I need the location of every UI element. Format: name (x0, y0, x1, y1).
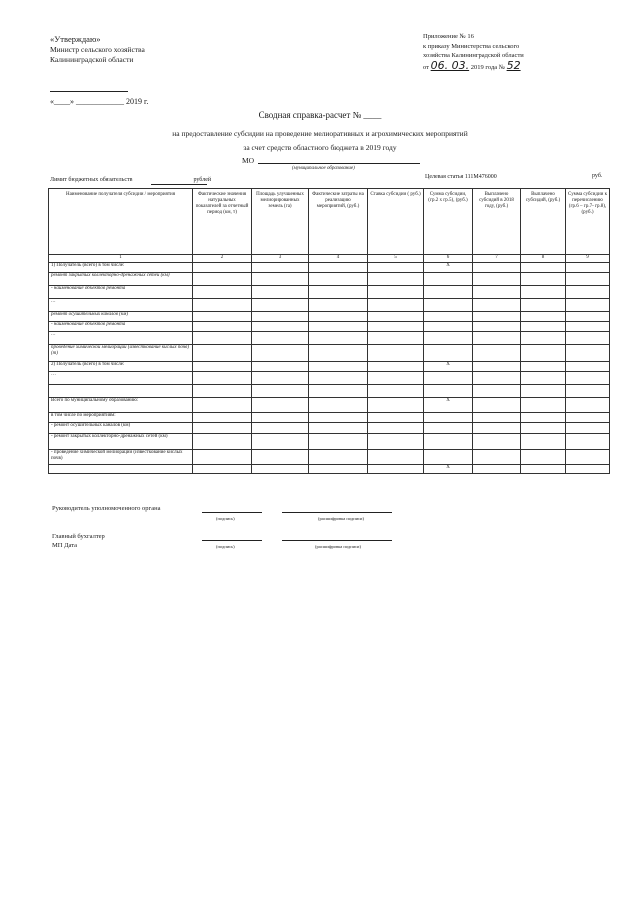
value-cell (521, 450, 566, 465)
table-row (49, 385, 610, 398)
value-cell (252, 312, 309, 322)
value-cell (566, 273, 610, 286)
value-cell (252, 465, 309, 474)
row-label: - ремонт закрытых коллекторно-дренажных сетей (км) (49, 434, 193, 450)
column-number: 9 (566, 255, 610, 263)
column-number: 2 (193, 255, 252, 263)
value-cell (309, 362, 368, 372)
value-cell (252, 273, 309, 286)
appendix-date-prefix: от (423, 63, 430, 71)
document-title: Сводная справка-расчет № ____ (258, 110, 382, 120)
value-cell (368, 385, 424, 398)
value-cell (193, 345, 252, 362)
rate-cell (424, 299, 473, 312)
value-cell (566, 413, 610, 423)
value-cell (566, 450, 610, 465)
value-cell (309, 413, 368, 423)
table-row (49, 312, 610, 322)
value-cell (252, 450, 309, 465)
value-cell (473, 450, 521, 465)
appendix-line2: к приказу Министерства сельского (423, 42, 520, 50)
table-row (49, 423, 610, 434)
column-number: 6 (424, 255, 473, 263)
value-cell (473, 322, 521, 332)
rate-cell (424, 273, 473, 286)
appendix-number-handwritten: 52 (506, 58, 521, 72)
column-header: Сумма субсидии, (гр.2 х гр.5), (руб.) (424, 189, 473, 255)
value-cell (193, 398, 252, 413)
rate-cell (424, 385, 473, 398)
rate-cell (424, 423, 473, 434)
value-cell (473, 312, 521, 322)
value-cell (566, 434, 610, 450)
value-cell (368, 273, 424, 286)
value-cell (309, 322, 368, 332)
row-label (49, 465, 193, 474)
accountant-decode-caption: (расшифровка подписи) (315, 544, 361, 549)
value-cell (521, 362, 566, 372)
value-cell (566, 398, 610, 413)
row-label: … (49, 299, 193, 312)
value-cell (252, 385, 309, 398)
table-row (49, 273, 610, 286)
value-cell (473, 372, 521, 385)
row-label: ремонт осушительных каналов (км) (49, 312, 193, 322)
column-number: 8 (521, 255, 566, 263)
row-label: 1) Получатель (всего) в том числе: (49, 263, 193, 273)
rate-cell: Х (424, 362, 473, 372)
document-subtitle-2: за счет средств областного бюджета в 2019 году (243, 143, 397, 152)
value-cell (309, 434, 368, 450)
value-cell (521, 263, 566, 273)
value-cell (521, 299, 566, 312)
value-cell (252, 362, 309, 372)
row-label: 2) Получатель (всего) в том числе: (49, 362, 193, 372)
value-cell (252, 413, 309, 423)
value-cell (252, 423, 309, 434)
limit-fill-line (151, 184, 207, 185)
value-cell (473, 332, 521, 345)
rate-cell (424, 345, 473, 362)
table-row (49, 398, 610, 413)
row-label: - проведение химической мелиорации (известкование кислых почв) (49, 450, 193, 465)
approval-signature-line (50, 91, 128, 92)
accountant-label: Главный бухгалтер (52, 533, 105, 540)
document-subtitle: на предоставление субсидии на проведение мелиоративных и агрохимических мероприятий (172, 129, 468, 138)
value-cell (252, 332, 309, 345)
value-cell (309, 299, 368, 312)
row-label: проведение химической мелиорации (известкование кислых почв) (т) (49, 345, 193, 362)
value-cell (193, 273, 252, 286)
stamp-label: МП Дата (52, 542, 78, 549)
value-cell (193, 450, 252, 465)
value-cell (252, 398, 309, 413)
column-header: Ставка субсидии ( руб.) (368, 189, 424, 255)
column-header: Сумма субсидии к перечислению (гр.6 – гр.7- гр.8), (руб.) (566, 189, 610, 255)
value-cell (473, 413, 521, 423)
value-cell (193, 299, 252, 312)
value-cell (566, 286, 610, 299)
value-cell (193, 423, 252, 434)
table-row (49, 322, 610, 332)
rate-cell: Х (424, 398, 473, 413)
value-cell (193, 362, 252, 372)
rate-cell (424, 286, 473, 299)
value-cell (309, 372, 368, 385)
row-label: ремонт закрытых коллекторно-дренажных сетей (км) (49, 273, 193, 286)
value-cell (193, 465, 252, 474)
value-cell (521, 465, 566, 474)
row-label: … (49, 332, 193, 345)
row-label: в том числе по мероприятиям: (49, 413, 193, 423)
accountant-decode-line (282, 540, 392, 541)
table-row (49, 299, 610, 312)
approval-block (50, 34, 145, 66)
value-cell (473, 465, 521, 474)
rate-cell (424, 450, 473, 465)
value-cell (368, 345, 424, 362)
column-number: 3 (252, 255, 309, 263)
value-cell (309, 312, 368, 322)
value-cell (368, 312, 424, 322)
table-row (49, 465, 610, 474)
value-cell (473, 286, 521, 299)
head-signature-line (202, 512, 262, 513)
value-cell (193, 286, 252, 299)
value-cell (368, 413, 424, 423)
value-cell (193, 322, 252, 332)
value-cell (368, 263, 424, 273)
value-cell (193, 332, 252, 345)
value-cell (521, 322, 566, 332)
rate-cell (424, 322, 473, 332)
value-cell (473, 362, 521, 372)
value-cell (566, 385, 610, 398)
value-cell (566, 465, 610, 474)
rate-cell (424, 372, 473, 385)
row-label: - наименование объектов ремонта (49, 286, 193, 299)
rate-cell (424, 332, 473, 345)
value-cell (193, 413, 252, 423)
column-header: Выплачено субсидий в 2018 году, (руб.) (473, 189, 521, 255)
value-cell (521, 423, 566, 434)
approval-date: «____» ____________ 2019 г. (50, 97, 149, 106)
rate-cell (424, 312, 473, 322)
value-cell (521, 434, 566, 450)
value-cell (473, 299, 521, 312)
value-cell (309, 345, 368, 362)
accountant-sign-caption: (подпись) (216, 544, 235, 549)
table-row (49, 362, 610, 372)
value-cell (368, 465, 424, 474)
value-cell (566, 312, 610, 322)
value-cell (193, 263, 252, 273)
value-cell (521, 286, 566, 299)
mo-label: МО (242, 156, 255, 165)
value-cell (309, 465, 368, 474)
value-cell (368, 332, 424, 345)
value-cell (309, 423, 368, 434)
value-cell (368, 362, 424, 372)
column-header: Выплачено субсидий, (руб.) (521, 189, 566, 255)
value-cell (521, 273, 566, 286)
table-row (49, 413, 610, 423)
column-number: 4 (309, 255, 368, 263)
value-cell (566, 263, 610, 273)
value-cell (309, 450, 368, 465)
value-cell (566, 423, 610, 434)
value-cell (309, 398, 368, 413)
value-cell (309, 273, 368, 286)
column-header: Наименование получателя субсидии / мероприятия (49, 189, 193, 255)
value-cell (566, 322, 610, 332)
accountant-signature-line (202, 540, 262, 541)
column-number-row (49, 255, 610, 263)
value-cell (252, 372, 309, 385)
value-cell (521, 332, 566, 345)
mo-caption: (муниципальное образование) (292, 166, 355, 171)
head-sign-caption: (подпись) (216, 516, 235, 521)
head-decode-caption: (расшифровка подписи) (318, 516, 364, 521)
currency-label: руб. (592, 173, 603, 179)
limit-label: Лимит бюджетных обязательств рублей (50, 177, 212, 183)
appendix-line1: Приложение № 16 (423, 33, 474, 40)
row-label: - наименование объектов ремонта (49, 322, 193, 332)
value-cell (473, 398, 521, 413)
value-cell (566, 299, 610, 312)
table-row (49, 372, 610, 385)
value-cell (521, 398, 566, 413)
column-header: Площадь улучшенных мелиорированных земель (га) (252, 189, 309, 255)
value-cell (368, 299, 424, 312)
rate-cell (424, 434, 473, 450)
subsidy-table (48, 188, 610, 474)
value-cell (368, 398, 424, 413)
value-cell (566, 332, 610, 345)
approval-line2: Калининградской области (50, 55, 134, 64)
appendix-date-year: 2019 года № (470, 63, 505, 71)
row-label: … (49, 372, 193, 385)
value-cell (473, 385, 521, 398)
value-cell (473, 423, 521, 434)
value-cell (473, 263, 521, 273)
head-signature-label: Руководитель уполномоченного органа (52, 505, 161, 512)
value-cell (309, 286, 368, 299)
table-row (49, 450, 610, 465)
column-header: Фактические затраты на реализацию мероприятий, (руб.) (309, 189, 368, 255)
value-cell (473, 345, 521, 362)
appendix-line3: хозяйства Калининградской области (423, 52, 524, 59)
value-cell (368, 286, 424, 299)
value-cell (193, 312, 252, 322)
value-cell (193, 434, 252, 450)
value-cell (521, 413, 566, 423)
value-cell (368, 372, 424, 385)
value-cell (521, 312, 566, 322)
rate-cell: Х (424, 465, 473, 474)
table-row (49, 332, 610, 345)
rate-cell: Х (424, 263, 473, 273)
approval-line1: Министр сельского хозяйства (50, 44, 145, 54)
value-cell (368, 434, 424, 450)
head-decode-line (282, 512, 392, 513)
table-row (49, 286, 610, 299)
value-cell (309, 332, 368, 345)
value-cell (521, 385, 566, 398)
value-cell (566, 372, 610, 385)
value-cell (566, 345, 610, 362)
row-label: Всего по муниципальному образованию: (49, 398, 193, 413)
value-cell (473, 434, 521, 450)
limit-unit: рублей (193, 177, 212, 183)
appendix-date-handwritten: 06. 03. (430, 58, 470, 72)
value-cell (252, 345, 309, 362)
column-number: 5 (368, 255, 424, 263)
approval-title: «Утверждаю» (50, 34, 101, 44)
value-cell (566, 362, 610, 372)
row-label (49, 385, 193, 398)
value-cell (309, 263, 368, 273)
value-cell (521, 345, 566, 362)
appendix-date-row (423, 58, 524, 73)
mo-fill-line (258, 163, 420, 164)
value-cell (252, 299, 309, 312)
table-row (49, 263, 610, 273)
value-cell (252, 286, 309, 299)
value-cell (521, 372, 566, 385)
value-cell (193, 385, 252, 398)
value-cell (252, 434, 309, 450)
column-number: 1 (49, 255, 193, 263)
value-cell (309, 385, 368, 398)
table-row (49, 434, 610, 450)
row-label: - ремонт осушительных каналов (км) (49, 423, 193, 434)
column-header: Фактические значения натуральных показателей за отчетный период (км, т) (193, 189, 252, 255)
value-cell (368, 423, 424, 434)
column-number: 7 (473, 255, 521, 263)
value-cell (252, 322, 309, 332)
appendix-block (423, 32, 524, 72)
value-cell (473, 273, 521, 286)
table-row (49, 345, 610, 362)
value-cell (252, 263, 309, 273)
value-cell (368, 322, 424, 332)
value-cell (368, 450, 424, 465)
value-cell (193, 372, 252, 385)
table-header-row (49, 189, 610, 255)
rate-cell (424, 413, 473, 423)
target-article: Целевая статья 111М476000 (425, 174, 497, 180)
